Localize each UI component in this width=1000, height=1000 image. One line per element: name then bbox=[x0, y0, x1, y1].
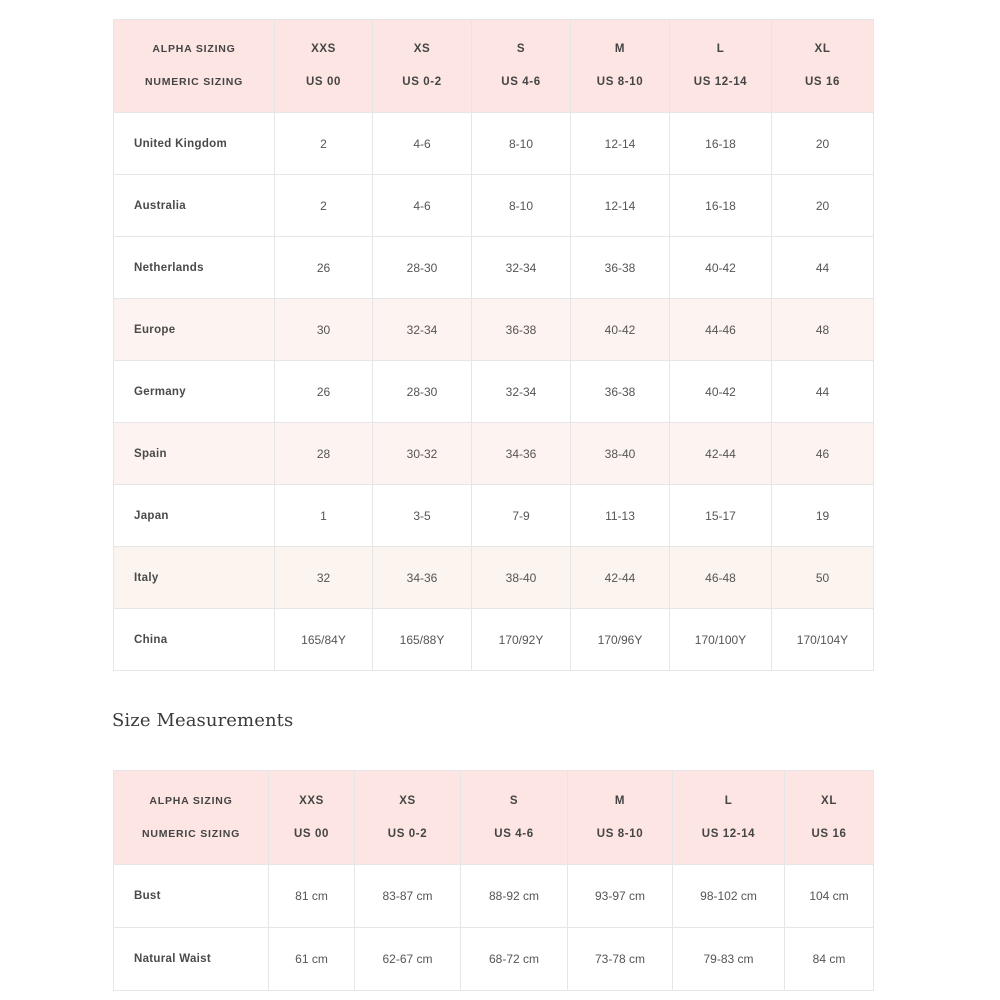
size-value: 44 bbox=[772, 361, 874, 423]
size-value: 40-42 bbox=[670, 361, 772, 423]
size-value: 46 bbox=[772, 423, 874, 485]
country-label: Netherlands bbox=[114, 237, 275, 299]
measure-value: 104 cm bbox=[785, 865, 874, 928]
size-value: 26 bbox=[275, 361, 373, 423]
alpha-size: S bbox=[509, 794, 519, 807]
alpha-size: XL bbox=[821, 794, 837, 807]
country-label: United Kingdom bbox=[114, 113, 275, 175]
size-value: 12-14 bbox=[571, 113, 670, 175]
country-label: China bbox=[114, 609, 275, 671]
size-value: 36-38 bbox=[571, 237, 670, 299]
size-value: 28-30 bbox=[373, 361, 472, 423]
table-row-australia bbox=[114, 175, 874, 237]
table-row-china bbox=[114, 609, 874, 671]
size-value: 36-38 bbox=[472, 299, 571, 361]
measure-label: Bust bbox=[114, 865, 269, 928]
measure-value: 93-97 cm bbox=[568, 865, 673, 928]
country-label: Australia bbox=[114, 175, 275, 237]
section-title: Size Measurements bbox=[112, 710, 294, 731]
size-header-row bbox=[114, 20, 874, 113]
measure-label: Natural Waist bbox=[114, 928, 269, 991]
size-value: 170/92Y bbox=[472, 609, 571, 671]
size-value: 32-34 bbox=[472, 237, 571, 299]
country-label: Italy bbox=[114, 547, 275, 609]
size-value: 34-36 bbox=[373, 547, 472, 609]
size-value: 32-34 bbox=[472, 361, 571, 423]
size-value: 165/88Y bbox=[373, 609, 472, 671]
size-value: 170/104Y bbox=[772, 609, 874, 671]
numeric-size: US 12-14 bbox=[693, 76, 748, 88]
numeric-size: US 00 bbox=[294, 827, 329, 840]
size-header-xl bbox=[772, 20, 874, 113]
measure-value: 83-87 cm bbox=[355, 865, 461, 928]
size-value: 12-14 bbox=[571, 175, 670, 237]
size-value: 16-18 bbox=[670, 113, 772, 175]
size-value: 20 bbox=[772, 113, 874, 175]
table-row-united-kingdom bbox=[114, 113, 874, 175]
size-value: 42-44 bbox=[571, 547, 670, 609]
measure-value: 88-92 cm bbox=[461, 865, 568, 928]
measure-value: 62-67 cm bbox=[355, 928, 461, 991]
alpha-size: M bbox=[614, 794, 626, 807]
alpha-size: S bbox=[516, 43, 526, 55]
alpha-size: M bbox=[614, 43, 626, 55]
alpha-size: XL bbox=[814, 43, 831, 55]
country-label: Germany bbox=[114, 361, 275, 423]
size-value: 8-10 bbox=[472, 113, 571, 175]
table-row-natural-waist bbox=[114, 928, 874, 991]
size-header-xxs bbox=[269, 771, 355, 865]
measure-value: 98-102 cm bbox=[673, 865, 785, 928]
size-value: 30-32 bbox=[373, 423, 472, 485]
size-header-xs bbox=[373, 20, 472, 113]
size-value: 30 bbox=[275, 299, 373, 361]
header-label-cell bbox=[114, 20, 275, 113]
country-label: Europe bbox=[114, 299, 275, 361]
numeric-size: US 12-14 bbox=[701, 827, 756, 840]
size-value: 48 bbox=[772, 299, 874, 361]
size-value: 32 bbox=[275, 547, 373, 609]
size-value: 38-40 bbox=[571, 423, 670, 485]
alpha-size: XS bbox=[399, 794, 416, 807]
size-value: 4-6 bbox=[373, 113, 472, 175]
numeric-sizing-label: NUMERIC SIZING bbox=[144, 76, 244, 88]
size-value: 15-17 bbox=[670, 485, 772, 547]
size-value: 40-42 bbox=[670, 237, 772, 299]
numeric-size: US 0-2 bbox=[387, 827, 428, 840]
table-row-spain bbox=[114, 423, 874, 485]
alpha-sizing-label: ALPHA SIZING bbox=[149, 794, 233, 807]
size-value: 20 bbox=[772, 175, 874, 237]
header-label-cell bbox=[114, 771, 269, 865]
numeric-size: US 8-10 bbox=[596, 76, 644, 88]
table-row-netherlands bbox=[114, 237, 874, 299]
size-header-xxs bbox=[275, 20, 373, 113]
table-row-japan bbox=[114, 485, 874, 547]
measure-value: 79-83 cm bbox=[673, 928, 785, 991]
size-value: 40-42 bbox=[571, 299, 670, 361]
measure-value: 61 cm bbox=[269, 928, 355, 991]
size-header-xs bbox=[355, 771, 461, 865]
alpha-sizing-label: ALPHA SIZING bbox=[152, 43, 236, 55]
alpha-size: L bbox=[724, 794, 733, 807]
size-header-m bbox=[568, 771, 673, 865]
size-value: 28-30 bbox=[373, 237, 472, 299]
size-measurements-table bbox=[113, 770, 874, 991]
size-header-l bbox=[670, 20, 772, 113]
numeric-size: US 4-6 bbox=[494, 827, 534, 840]
numeric-sizing-label: NUMERIC SIZING bbox=[141, 827, 241, 840]
table-row-europe bbox=[114, 299, 874, 361]
country-label: Japan bbox=[114, 485, 275, 547]
size-value: 34-36 bbox=[472, 423, 571, 485]
alpha-size: XXS bbox=[311, 43, 336, 55]
measure-value: 73-78 cm bbox=[568, 928, 673, 991]
size-value: 44-46 bbox=[670, 299, 772, 361]
size-header-xl bbox=[785, 771, 874, 865]
table-row-germany bbox=[114, 361, 874, 423]
numeric-size: US 00 bbox=[306, 76, 341, 88]
size-value: 11-13 bbox=[571, 485, 670, 547]
size-value: 7-9 bbox=[472, 485, 571, 547]
size-value: 19 bbox=[772, 485, 874, 547]
alpha-size: XS bbox=[413, 43, 431, 55]
size-value: 38-40 bbox=[472, 547, 571, 609]
size-header-l bbox=[673, 771, 785, 865]
size-header-m bbox=[571, 20, 670, 113]
size-value: 16-18 bbox=[670, 175, 772, 237]
size-header-s bbox=[461, 771, 568, 865]
measure-value: 68-72 cm bbox=[461, 928, 568, 991]
table-row-bust bbox=[114, 865, 874, 928]
size-value: 36-38 bbox=[571, 361, 670, 423]
size-value: 2 bbox=[275, 175, 373, 237]
size-value: 170/96Y bbox=[571, 609, 670, 671]
size-value: 46-48 bbox=[670, 547, 772, 609]
size-value: 42-44 bbox=[670, 423, 772, 485]
numeric-size: US 0-2 bbox=[402, 76, 442, 88]
size-value: 3-5 bbox=[373, 485, 472, 547]
size-header-s bbox=[472, 20, 571, 113]
alpha-size: L bbox=[716, 43, 725, 55]
numeric-size: US 16 bbox=[805, 76, 840, 88]
size-value: 26 bbox=[275, 237, 373, 299]
country-label: Spain bbox=[114, 423, 275, 485]
size-value: 8-10 bbox=[472, 175, 571, 237]
measure-value: 81 cm bbox=[269, 865, 355, 928]
numeric-size: US 8-10 bbox=[596, 827, 644, 840]
size-value: 1 bbox=[275, 485, 373, 547]
alpha-size: XXS bbox=[299, 794, 324, 807]
international-size-table bbox=[113, 19, 874, 671]
numeric-size: US 4-6 bbox=[501, 76, 541, 88]
measure-header-row bbox=[114, 771, 874, 865]
size-value: 2 bbox=[275, 113, 373, 175]
table-row-italy bbox=[114, 547, 874, 609]
size-value: 44 bbox=[772, 237, 874, 299]
size-value: 32-34 bbox=[373, 299, 472, 361]
numeric-size: US 16 bbox=[811, 827, 847, 840]
size-value: 4-6 bbox=[373, 175, 472, 237]
size-value: 50 bbox=[772, 547, 874, 609]
size-value: 165/84Y bbox=[275, 609, 373, 671]
size-value: 170/100Y bbox=[670, 609, 772, 671]
size-value: 28 bbox=[275, 423, 373, 485]
measure-value: 84 cm bbox=[785, 928, 874, 991]
